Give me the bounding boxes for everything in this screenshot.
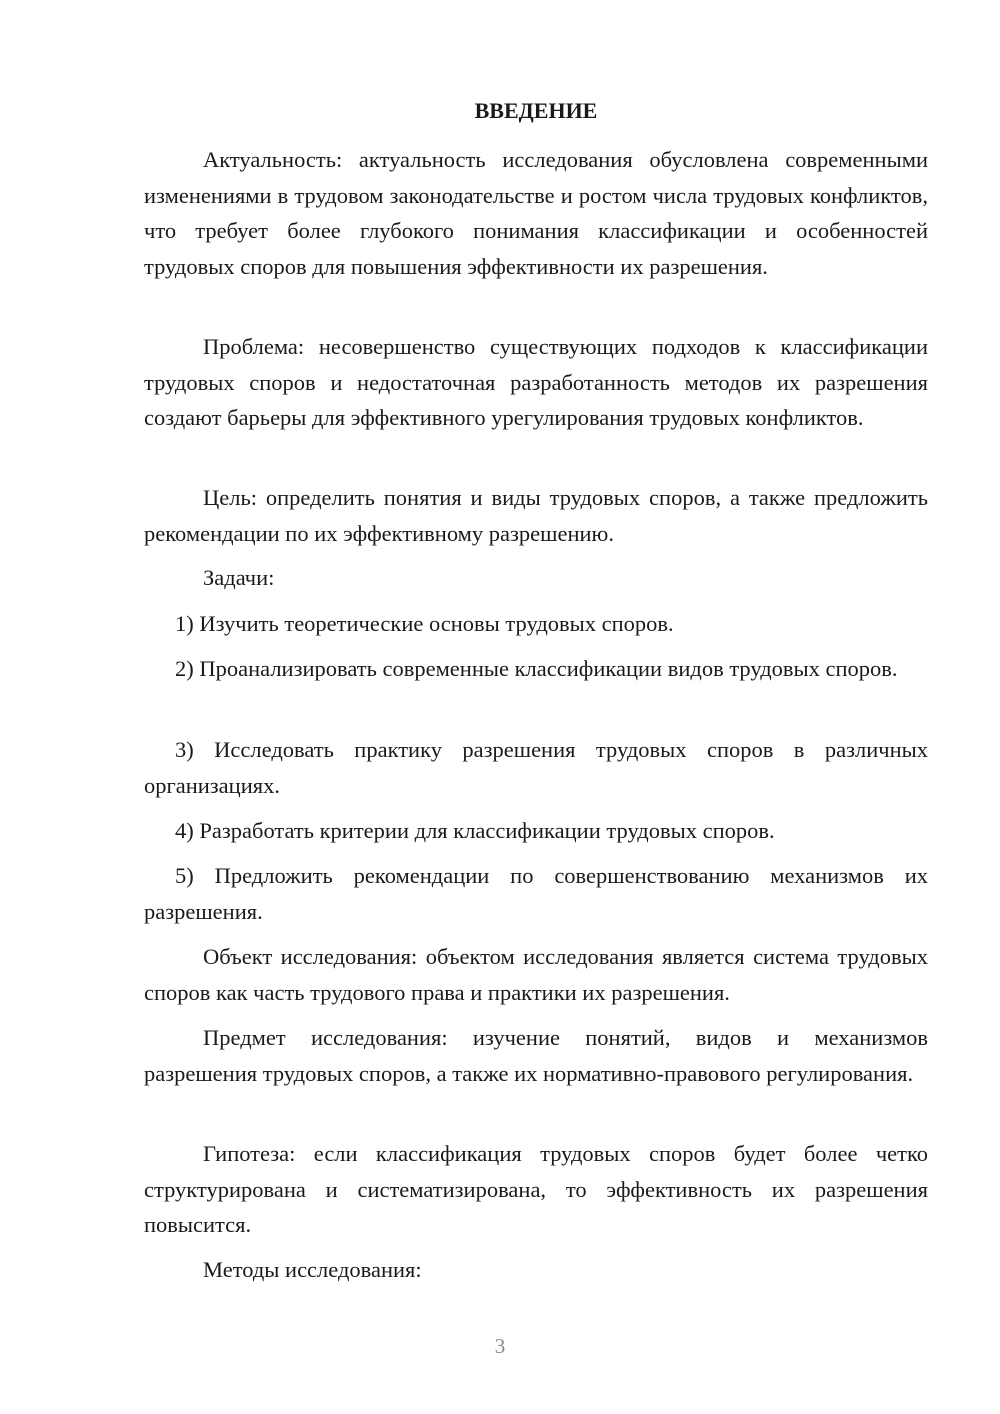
task-item-2: 2) Проанализировать современные классификации видов трудовых споров. xyxy=(175,656,898,681)
paragraph-object: Объект исследования: объектом исследования является система трудовых споров как часть трудового права и практики их разрешения. xyxy=(144,944,928,1005)
paragraph-relevance: Актуальность: актуальность исследования обусловлена современными изменениями в трудовом законодательстве и ростом числа трудовых конфликтов, что требует более глубокого понимания классификации и особенностей трудовых споров для повышения эффективности их разрешения. xyxy=(144,147,928,279)
paragraph-subject: Предмет исследования: изучение понятий, видов и механизмов разрешения трудовых споров, а также их нормативно-правового регулирования. xyxy=(144,1025,928,1086)
task-item-5: 5) Предложить рекомендации по совершенствованию механизмов их разрешения. xyxy=(144,863,928,924)
section-heading: ВВЕДЕНИЕ xyxy=(474,98,598,123)
page-number: 3 xyxy=(494,1334,506,1358)
paragraph-tasks-title: Задачи: xyxy=(203,565,275,590)
task-item-3: 3) Исследовать практику разрешения трудовых споров в различных организациях. xyxy=(144,737,928,798)
paragraph-hypothesis: Гипотеза: если классификация трудовых споров будет более четко структурирована и систематизирована, то эффективность их разрешения повысится. xyxy=(144,1141,928,1237)
paragraph-goal: Цель: определить понятия и виды трудовых споров, а также предложить рекомендации по их эффективному разрешению. xyxy=(144,485,928,546)
task-item-4: 4) Разработать критерии для классификации трудовых споров. xyxy=(175,818,775,843)
task-item-1: 1) Изучить теоретические основы трудовых споров. xyxy=(175,611,674,636)
paragraph-methods: Методы исследования: xyxy=(203,1257,422,1282)
paragraph-problem: Проблема: несовершенство существующих подходов к классификации трудовых споров и недостаточная разработанность методов их разрешения создают барьеры для эффективного урегулирования трудовых конфликтов. xyxy=(144,334,928,430)
